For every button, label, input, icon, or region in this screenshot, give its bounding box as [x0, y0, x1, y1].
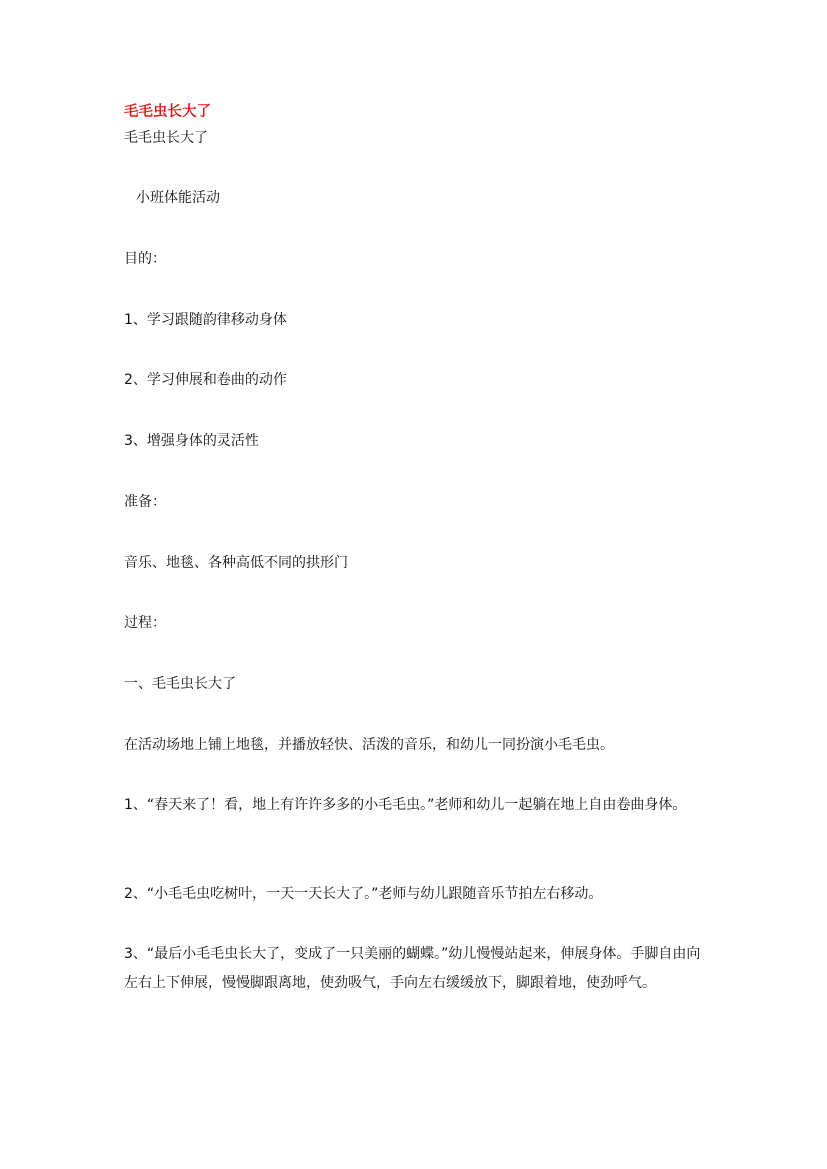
prep-heading: 准备： [124, 494, 166, 510]
goal-item-2: 2、学习伸展和卷曲的动作 [124, 372, 287, 388]
goal-item-3: 3、增强身体的灵活性 [124, 433, 259, 449]
section-heading: 一、毛毛虫长大了 [124, 676, 236, 692]
prep-text: 音乐、地毯、各种高低不同的拱形门 [124, 555, 348, 571]
subtitle: 小班体能活动 [136, 190, 220, 206]
step-1: 1、“春天来了！看，地上有许许多多的小毛毛虫。”老师和幼儿一起躺在地上自由卷曲身体。 [124, 797, 687, 813]
document-title-red: 毛毛虫长大了 [124, 104, 211, 120]
goal-item-1: 1、学习跟随韵律移动身体 [124, 312, 287, 328]
document-title: 毛毛虫长大了 [124, 130, 208, 146]
process-heading: 过程： [124, 615, 166, 631]
section-intro: 在活动场地上铺上地毯，并播放轻快、活泼的音乐，和幼儿一同扮演小毛毛虫。 [124, 737, 614, 753]
step-2: 2、“小毛毛虫吃树叶，一天一天长大了。”老师与幼儿跟随音乐节拍左右移动。 [124, 886, 603, 902]
goal-heading: 目的： [124, 251, 166, 267]
step-3: 3、“最后小毛毛虫长大了，变成了一只美丽的蝴蝶。”幼儿慢慢站起来，伸展身体。手脚自由向左右上下伸展，慢慢脚跟离地，使劲吸气，手向左右缓缓放下，脚跟着地，使劲呼气。 [124, 946, 701, 991]
